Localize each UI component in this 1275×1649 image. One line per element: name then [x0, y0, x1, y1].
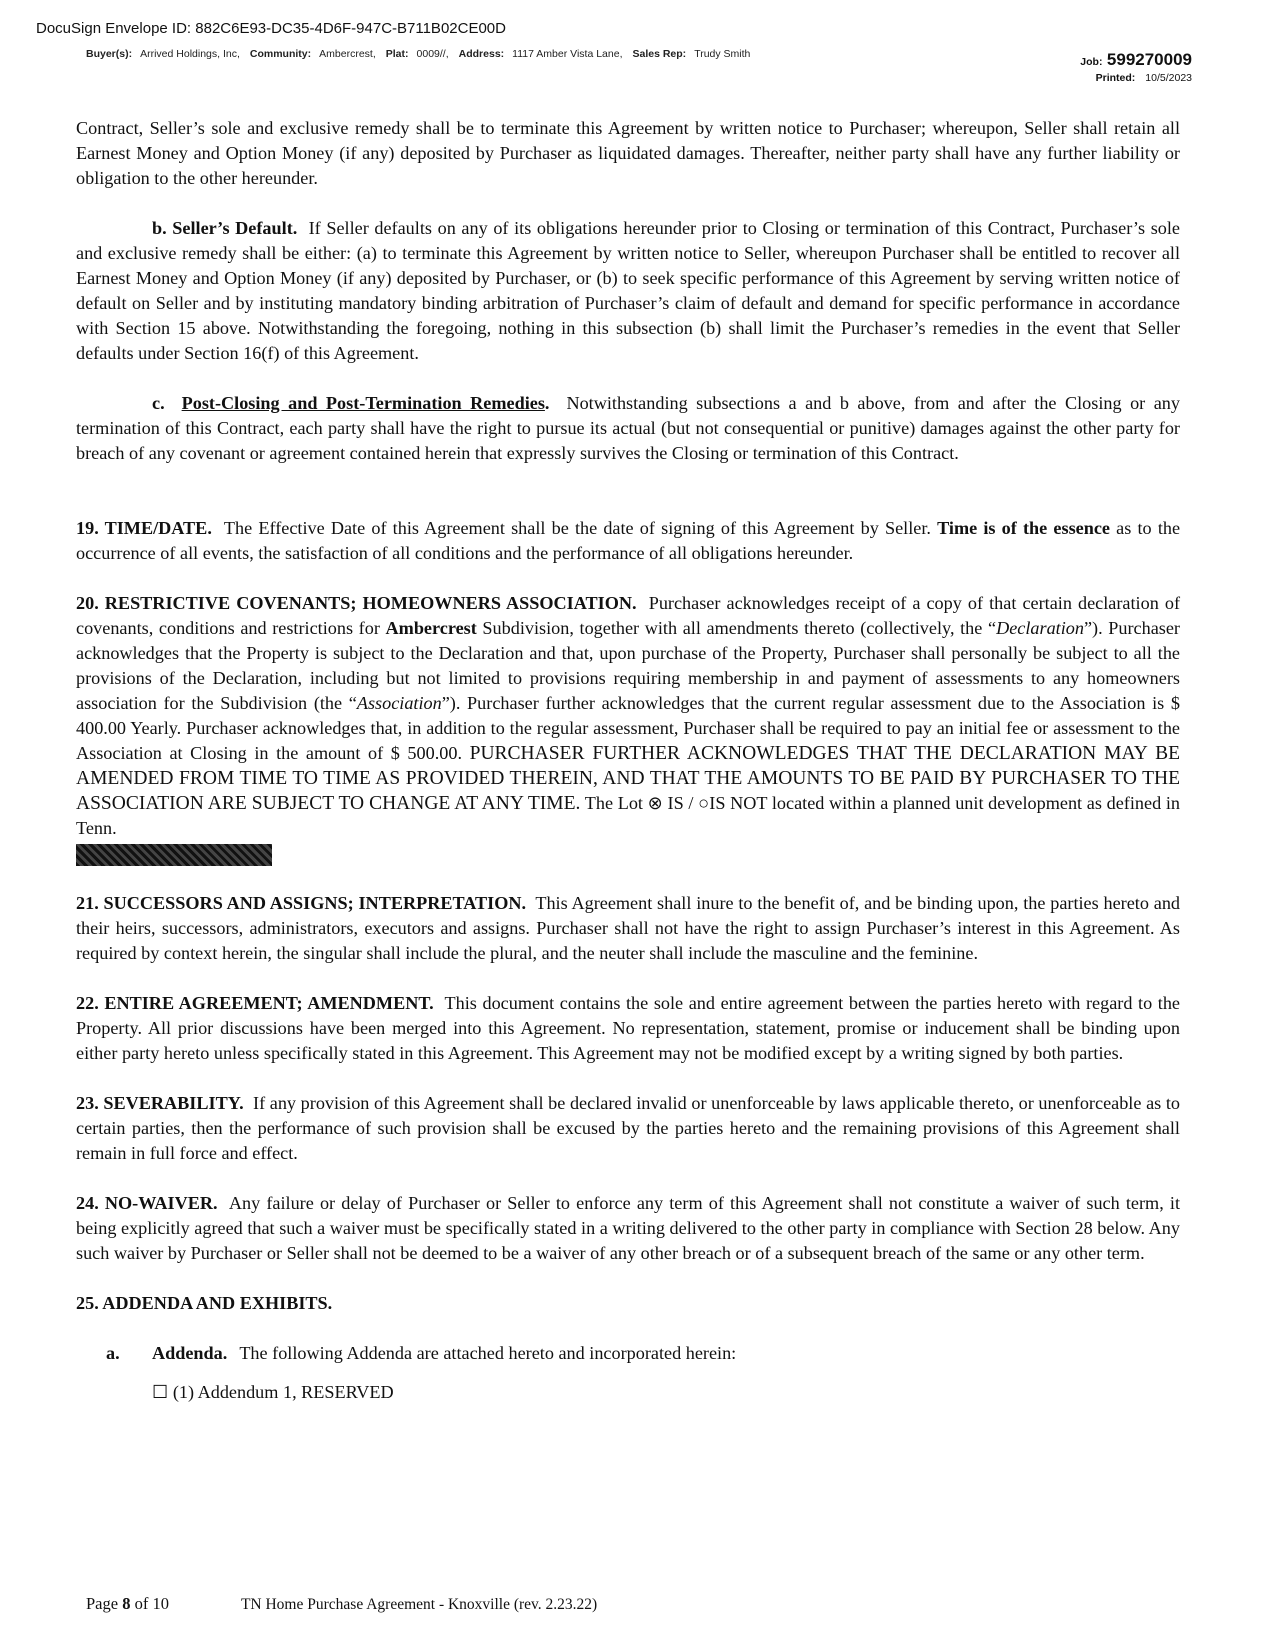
plat-label: Plat:	[385, 48, 409, 60]
document-body	[76, 116, 1180, 1405]
text-sellers-default: If Seller defaults on any of its obligations hereunder prior to Closing or termination of this Contract, Purchaser’s sole and exclusive remedy shall be either: (a) to terminate this Agreement by written notice to Seller, whereupon Purchaser shall be entitled to recover all Earnest Money and Option Money (if any) deposited by Purchaser, or (b) to seek specific performance of this Agreement by serving written notice of default on Seller and by instituting mandatory binding arbitration of Purchaser’s claim of default and demand for specific performance in accordance with Section 15 above. Notwithstanding the foregoing, nothing in this subsection (b) shall limit the Purchaser’s remedies in the event that Seller defaults under Section 16(f) of this Agreement.	[76, 218, 1180, 363]
heading-section-24: 24. NO-WAIVER.	[76, 1193, 218, 1213]
text-section-19-a: The Effective Date of this Agreement shall be the date of signing of this Agreement by Seller.	[223, 518, 931, 538]
printed-label: Printed:	[1095, 72, 1136, 84]
text-section-23: If any provision of this Agreement shall be declared invalid or unenforceable by laws applicable thereto, or unenforceable as to certain parties, then the performance of such provision shall be excused by the parties hereto and the remaining provisions of this Agreement shall remain in full force and effect.	[76, 1093, 1181, 1163]
redaction-block	[76, 844, 272, 866]
section-21	[76, 891, 1180, 966]
page-prefix: Page	[86, 1594, 119, 1613]
buyer-label: Buyer(s):	[86, 48, 133, 60]
community-label: Community:	[249, 48, 312, 60]
section-24	[76, 1191, 1180, 1266]
heading-section-23: 23. SEVERABILITY.	[76, 1093, 244, 1113]
address-label: Address:	[458, 48, 505, 60]
docusign-envelope-id: DocuSign Envelope ID: 882C6E93-DC35-4D6F-947C-B711B02CE00D	[36, 20, 506, 37]
community-value: Ambercrest,	[319, 48, 376, 60]
heading-section-21: 21. SUCCESSORS AND ASSIGNS; INTERPRETATION.	[76, 893, 527, 913]
job-number: 599270009	[1106, 50, 1192, 69]
text-section-20-d: ”). Purchaser further acknowledges that the current regular assessment due to the Association is $ 400.00 Yearly. Purchaser acknowledges that, in addition to the regular assessment, Purchaser shall be required to pay an initial fee or assessment to the Association at Closing in the amount of $ 500.00.	[76, 693, 1180, 763]
sales-rep-label: Sales Rep:	[632, 48, 687, 60]
buyer-value: Arrived Holdings, Inc,	[140, 48, 240, 60]
text-section-20-b: Subdivision, together with all amendments thereto (collectively, the “	[482, 618, 997, 638]
subdivision-name: Ambercrest	[385, 618, 477, 638]
addendum-1-checkbox[interactable]: ☐ (1) Addendum 1, RESERVED	[152, 1382, 394, 1402]
header-meta-line	[86, 48, 760, 60]
term-association: Association	[356, 693, 442, 713]
section-22	[76, 991, 1180, 1066]
plat-value: 0009//,	[416, 48, 449, 60]
text-section-19-b: as to the occurrence of all events, the satisfaction of all conditions and the performance of all obligations hereunder.	[76, 518, 1181, 563]
lot-pud-option: The Lot ⊗ IS / ○	[584, 793, 710, 813]
text-post-closing: Notwithstanding subsections a and b above, from and after the Closing or any termination of this Contract, each party shall have the right to pursue its actual (but not consequential or punitive) damages against the other party for breach of any covenant or agreement contained herein that expressly survives the Closing or termination of this Contract.	[76, 393, 1180, 463]
text-addenda: The following Addenda are attached hereto and incorporated herein:	[239, 1343, 737, 1363]
job-label: Job:	[1080, 56, 1103, 68]
section-25	[76, 1291, 1180, 1316]
addenda-subsection	[76, 1341, 1180, 1366]
section-20	[76, 591, 1180, 866]
text-section-22: This document contains the sole and entire agreement between the parties hereto with regard to the Property. All prior discussions have been merged into this Agreement. No representation, statement, promise or inducement shall be binding upon either party hereto unless specifically stated in this Agreement. This Agreement may not be modified except by a writing signed by both parties.	[76, 993, 1180, 1063]
heading-section-22: 22. ENTIRE AGREEMENT; AMENDMENT.	[76, 993, 434, 1013]
printed-date: 10/5/2023	[1145, 72, 1192, 84]
heading-section-25: 25. ADDENDA AND EXHIBITS.	[76, 1293, 333, 1313]
heading-post-closing: Post-Closing and Post-Termination Remedies	[181, 393, 545, 413]
paragraph-post-closing: c. Post-Closing and Post-Termination Remedies. Notwithstanding subsections a and b above, from and after the Closing or any termination of this Contract, each party shall have the right to pursue its actual (but not consequential or punitive) damages against the other party for breach of any covenant or agreement contained herein that expressly survives the Closing or termination of this Contract.	[76, 393, 1180, 463]
section-23	[76, 1091, 1180, 1166]
text-section-24: Any failure or delay of Purchaser or Seller to enforce any term of this Agreement shall not constitute a waiver of such term, it being explicitly agreed that such a waiver must be specifically stated in a writing delivered to the other party in compliance with Section 28 below. Any such waiver by Purchaser or Seller shall not be deemed to be a waiver of any other breach or of a subsequent breach of the same or any other term.	[76, 1193, 1180, 1263]
address-value: 1117 Amber Vista Lane,	[512, 48, 623, 60]
time-of-essence: Time is of the essence	[937, 518, 1110, 538]
paragraph-seller-remedy-continued: Contract, Seller’s sole and exclusive remedy shall be to terminate this Agreement by written notice to Purchaser; whereupon, Seller shall retain all Earnest Money and Option Money (if any) deposited by Purchaser as liquidated damages. Thereafter, neither party shall have any further liability or obligation to the other hereunder.	[76, 118, 1180, 188]
form-name: TN Home Purchase Agreement - Knoxville (rev. 2.23.22)	[240, 1596, 598, 1613]
lot-pud-not: IS NOT located within a planned unit development as defined in Tenn.	[76, 793, 1180, 838]
text-section-20-caps: PURCHASER FURTHER ACKNOWLEDGES THAT THE DECLARATION MAY BE AMENDED FROM TIME TO TIME AS PROVIDED THEREIN, AND THAT THE AMOUNTS TO BE PAID BY PURCHASER TO THE ASSOCIATION ARE SUBJECT TO CHANGE AT ANY TIME.	[76, 743, 1180, 814]
text-section-20-c: ”). Purchaser acknowledges that the Property is subject to the Declaration and that, upon purchase of the Property, Purchaser shall personally be subject to all the provisions of the Declaration, including but not limited to provisions requiring membership in and payment of assessments to any homeowners association for the Subdivision (the “	[76, 618, 1180, 713]
page-footer	[86, 1594, 597, 1614]
section-19	[76, 516, 1180, 566]
page-total: of 10	[134, 1594, 169, 1613]
text-section-21: This Agreement shall inure to the benefit of, and be binding upon, the parties hereto and their heirs, successors, administrators, executors and assigns. Purchaser shall not have the right to assign Purchaser’s interest in this Agreement. As required by context herein, the singular shall include the plural, and the neuter shall include the masculine and the feminine.	[76, 893, 1181, 963]
heading-section-20: 20. RESTRICTIVE COVENANTS; HOMEOWNERS ASSOCIATION.	[76, 593, 637, 613]
letter-c: c.	[152, 393, 165, 413]
term-declaration: Declaration	[996, 618, 1084, 638]
sales-rep-value: Trudy Smith	[694, 48, 751, 60]
paragraph-sellers-default	[76, 216, 1180, 366]
heading-addenda: Addenda.	[152, 1343, 228, 1363]
heading-sellers-default: b. Seller’s Default.	[152, 218, 298, 238]
page-number: 8	[122, 1594, 131, 1613]
heading-section-19: 19. TIME/DATE.	[76, 518, 212, 538]
text-section-20-a: Purchaser acknowledges receipt of a copy of that certain declaration of covenants, conditions and restrictions for	[76, 593, 1181, 638]
letter-a: a.	[106, 1343, 120, 1363]
job-block	[1080, 50, 1192, 84]
